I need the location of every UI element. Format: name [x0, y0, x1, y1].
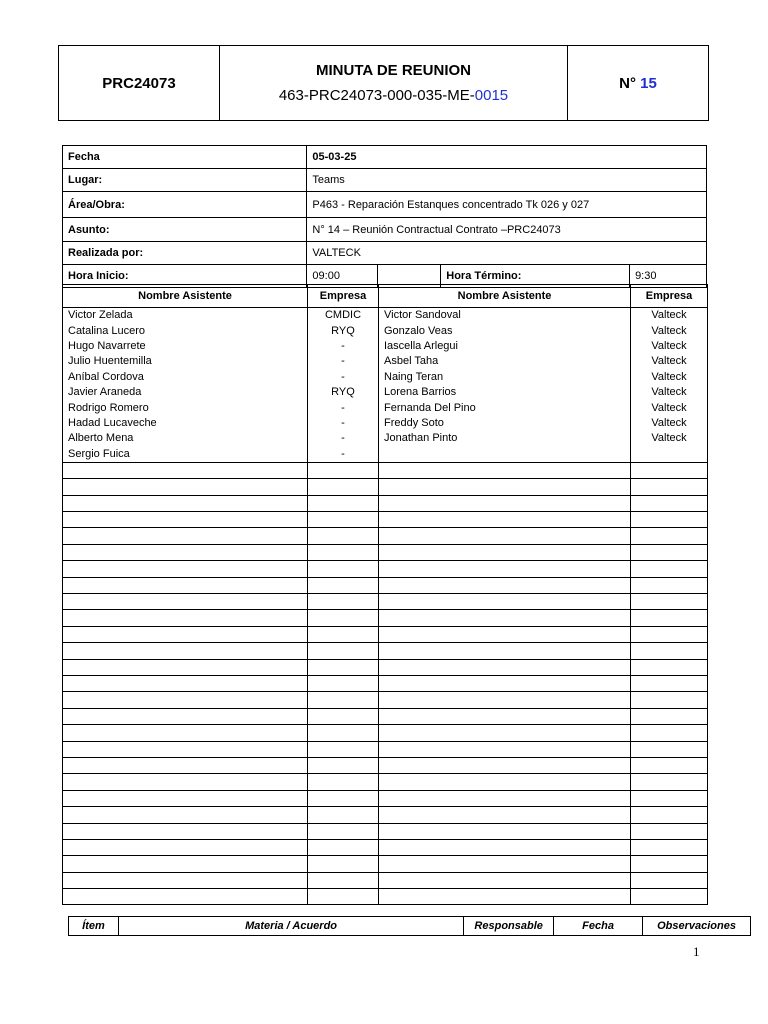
attendee-row — [63, 385, 708, 400]
attendee-name: Freddy Soto — [379, 416, 631, 431]
attendee-company: Valteck — [631, 431, 708, 446]
header-item: Ítem — [69, 917, 119, 936]
blank-cell — [63, 462, 308, 478]
blank-cell — [631, 692, 708, 708]
attendee-company: Valteck — [631, 323, 708, 338]
blank-cell — [631, 495, 708, 511]
header-fecha: Fecha — [554, 917, 643, 936]
header-responsable: Responsable — [464, 917, 554, 936]
blank-row — [63, 594, 708, 610]
area-label: Área/Obra: — [63, 192, 307, 218]
blank-cell — [631, 512, 708, 528]
blank-cell — [379, 725, 631, 741]
blank-cell — [631, 823, 708, 839]
blank-cell — [63, 561, 308, 577]
blank-row — [63, 512, 708, 528]
blank-cell — [308, 495, 379, 511]
attendee-name: Asbel Taha — [379, 354, 631, 369]
blank-cell — [379, 594, 631, 610]
blank-cell — [63, 725, 308, 741]
blank-cell — [631, 725, 708, 741]
attendee-name: Victor Zelada — [63, 308, 308, 324]
attendee-row — [63, 431, 708, 446]
blank-cell — [379, 741, 631, 757]
blank-cell — [308, 544, 379, 560]
attendee-name: Hadad Lucaveche — [63, 416, 308, 431]
blank-cell — [308, 577, 379, 593]
page-number: 1 — [693, 944, 700, 959]
attendee-name: Alberto Mena — [63, 431, 308, 446]
blank-cell — [63, 544, 308, 560]
blank-row — [63, 610, 708, 626]
blank-cell — [379, 544, 631, 560]
header-nombre-asistente: Nombre Asistente — [63, 285, 308, 308]
blank-cell — [63, 774, 308, 790]
blank-cell — [63, 790, 308, 806]
blank-cell — [631, 889, 708, 905]
blank-cell — [63, 626, 308, 642]
blank-row — [63, 692, 708, 708]
attendee-row — [63, 354, 708, 369]
blank-cell — [379, 659, 631, 675]
blank-cell — [63, 675, 308, 691]
blank-cell — [379, 561, 631, 577]
blank-cell — [63, 856, 308, 872]
blank-cell — [308, 839, 379, 855]
blank-row — [63, 725, 708, 741]
blank-cell — [63, 594, 308, 610]
blank-row — [63, 774, 708, 790]
hora-inicio-label: Hora Inicio: — [63, 265, 307, 288]
blank-cell — [379, 577, 631, 593]
blank-cell — [631, 659, 708, 675]
blank-cell — [631, 479, 708, 495]
blank-cell — [308, 626, 379, 642]
attendee-row — [63, 308, 708, 324]
attendee-name: Rodrigo Romero — [63, 400, 308, 415]
blank-row — [63, 708, 708, 724]
blank-row — [63, 839, 708, 855]
blank-cell — [631, 774, 708, 790]
blank-row — [63, 528, 708, 544]
blank-cell — [631, 594, 708, 610]
blank-row — [63, 577, 708, 593]
blank-row — [63, 790, 708, 806]
hora-termino-value: 9:30 — [630, 265, 707, 288]
blank-cell — [308, 594, 379, 610]
blank-row — [63, 479, 708, 495]
attendee-name: Fernanda Del Pino — [379, 400, 631, 415]
blank-cell — [631, 872, 708, 888]
hora-inicio-value: 09:00 — [307, 265, 378, 288]
blank-row — [63, 872, 708, 888]
blank-cell — [63, 528, 308, 544]
header-empresa: Empresa — [631, 285, 708, 308]
blank-cell — [379, 856, 631, 872]
meeting-info-table — [62, 145, 707, 288]
attendee-name: Sergio Fuica — [63, 447, 308, 463]
blank-row — [63, 643, 708, 659]
blank-cell — [379, 610, 631, 626]
attendee-name: Hugo Navarrete — [63, 339, 308, 354]
blank-cell — [63, 643, 308, 659]
blank-cell — [379, 872, 631, 888]
attendee-company: RYQ — [308, 385, 379, 400]
realizada-value: VALTECK — [307, 242, 707, 265]
blank-cell — [308, 889, 379, 905]
blank-cell — [63, 512, 308, 528]
attendee-company: - — [308, 370, 379, 385]
attendee-company: - — [308, 354, 379, 369]
attendee-name: Catalina Lucero — [63, 323, 308, 338]
blank-cell — [631, 741, 708, 757]
blank-cell — [308, 610, 379, 626]
blank-row — [63, 626, 708, 642]
blank-cell — [63, 479, 308, 495]
blank-cell — [631, 626, 708, 642]
attendee-name: Javier Araneda — [63, 385, 308, 400]
blank-row — [63, 807, 708, 823]
blank-row — [63, 823, 708, 839]
blank-cell — [308, 561, 379, 577]
header-nombre-asistente: Nombre Asistente — [379, 285, 631, 308]
attendee-company: Valteck — [631, 416, 708, 431]
attendee-company: - — [308, 416, 379, 431]
document-header — [58, 45, 709, 121]
blank-row — [63, 741, 708, 757]
blank-cell — [631, 839, 708, 855]
blank-cell — [308, 659, 379, 675]
blank-cell — [308, 675, 379, 691]
blank-cell — [308, 741, 379, 757]
attendee-company: - — [308, 400, 379, 415]
blank-cell — [379, 774, 631, 790]
attendee-name: Naing Teran — [379, 370, 631, 385]
blank-cell — [631, 675, 708, 691]
area-value: P463 - Reparación Estanques concentrado Tk 026 y 027 — [307, 192, 707, 218]
blank-cell — [63, 889, 308, 905]
blank-cell — [63, 839, 308, 855]
attendee-company: Valteck — [631, 308, 708, 324]
blank-cell — [308, 856, 379, 872]
blank-cell — [631, 790, 708, 806]
blank-cell — [63, 495, 308, 511]
attendee-company: CMDIC — [308, 308, 379, 324]
attendee-company: Valteck — [631, 385, 708, 400]
blank-cell — [308, 807, 379, 823]
blank-cell — [379, 889, 631, 905]
blank-cell — [308, 823, 379, 839]
blank-cell — [379, 708, 631, 724]
attendee-name: Iascella Arlegui — [379, 339, 631, 354]
attendee-row — [63, 447, 708, 463]
blank-cell — [631, 643, 708, 659]
attendee-name: Aníbal Cordova — [63, 370, 308, 385]
asunto-label: Asunto: — [63, 218, 307, 242]
lugar-label: Lugar: — [63, 169, 307, 192]
blank-cell — [308, 790, 379, 806]
attendee-name: Gonzalo Veas — [379, 323, 631, 338]
attendee-company: - — [308, 339, 379, 354]
attendee-name: Jonathan Pinto — [379, 431, 631, 446]
blank-cell — [379, 675, 631, 691]
blank-cell — [63, 757, 308, 773]
blank-cell — [308, 774, 379, 790]
blank-cell — [631, 807, 708, 823]
blank-cell — [631, 544, 708, 560]
attendee-company: Valteck — [631, 354, 708, 369]
blank-cell — [308, 462, 379, 478]
blank-cell — [379, 643, 631, 659]
attendee-company: Valteck — [631, 400, 708, 415]
fecha-value: 05-03-25 — [307, 146, 707, 169]
header-materia-acuerdo: Materia / Acuerdo — [118, 917, 463, 936]
blank-cell — [308, 708, 379, 724]
blank-cell — [308, 528, 379, 544]
blank-row — [63, 462, 708, 478]
document-title: MINUTA DE REUNION — [316, 62, 471, 79]
blank-cell — [63, 610, 308, 626]
blank-cell — [379, 512, 631, 528]
attendee-row — [63, 323, 708, 338]
attendee-name — [379, 447, 631, 463]
blank-cell — [631, 610, 708, 626]
asunto-value: N° 14 – Reunión Contractual Contrato –PRC24073 — [307, 218, 707, 242]
blank-cell — [631, 577, 708, 593]
blank-cell — [631, 528, 708, 544]
attendee-row — [63, 339, 708, 354]
blank-row — [63, 889, 708, 905]
blank-cell — [379, 528, 631, 544]
lugar-value: Teams — [307, 169, 707, 192]
attendee-company: Valteck — [631, 370, 708, 385]
header-observaciones: Observaciones — [643, 917, 751, 936]
attendee-company: Valteck — [631, 339, 708, 354]
blank-cell — [631, 708, 708, 724]
blank-cell — [63, 692, 308, 708]
attendee-company — [631, 447, 708, 463]
attendee-row — [63, 370, 708, 385]
document-number: N° 15 — [568, 46, 709, 121]
realizada-label: Realizada por: — [63, 242, 307, 265]
blank-cell — [63, 659, 308, 675]
blank-row — [63, 495, 708, 511]
document-reference: 463-PRC24073-000-035-ME-0015 — [278, 87, 509, 104]
attendees-table — [62, 284, 708, 905]
attendee-name: Julio Huentemilla — [63, 354, 308, 369]
blank-row — [63, 561, 708, 577]
blank-row — [63, 856, 708, 872]
blank-cell — [631, 462, 708, 478]
fecha-label: Fecha — [63, 146, 307, 169]
blank-cell — [63, 823, 308, 839]
hora-termino-label: Hora Término: — [441, 265, 630, 288]
blank-cell — [379, 790, 631, 806]
blank-cell — [63, 872, 308, 888]
blank-cell — [379, 479, 631, 495]
attendee-row — [63, 400, 708, 415]
attendee-name: Victor Sandoval — [379, 308, 631, 324]
blank-cell — [379, 757, 631, 773]
blank-cell — [63, 708, 308, 724]
blank-cell — [379, 495, 631, 511]
blank-cell — [308, 643, 379, 659]
blank-cell — [63, 807, 308, 823]
attendee-name: Lorena Barrios — [379, 385, 631, 400]
blank-cell — [631, 561, 708, 577]
attendee-row — [63, 416, 708, 431]
blank-cell — [379, 839, 631, 855]
blank-row — [63, 675, 708, 691]
blank-cell — [379, 692, 631, 708]
blank-row — [63, 659, 708, 675]
blank-cell — [63, 741, 308, 757]
blank-cell — [308, 479, 379, 495]
blank-cell — [308, 512, 379, 528]
blank-row — [63, 757, 708, 773]
blank-cell — [379, 462, 631, 478]
blank-cell — [308, 872, 379, 888]
header-empresa: Empresa — [308, 285, 379, 308]
blank-cell — [308, 692, 379, 708]
blank-cell — [308, 725, 379, 741]
blank-cell — [631, 757, 708, 773]
blank-cell — [308, 757, 379, 773]
blank-cell — [379, 807, 631, 823]
blank-cell — [631, 856, 708, 872]
header-title-cell — [220, 46, 568, 121]
blank-cell — [379, 823, 631, 839]
blank-row — [63, 544, 708, 560]
attendee-company: - — [308, 431, 379, 446]
attendee-company: - — [308, 447, 379, 463]
attendee-company: RYQ — [308, 323, 379, 338]
project-code: PRC24073 — [59, 46, 220, 121]
blank-cell — [63, 577, 308, 593]
blank-cell — [379, 626, 631, 642]
agreements-table-header — [68, 916, 751, 936]
